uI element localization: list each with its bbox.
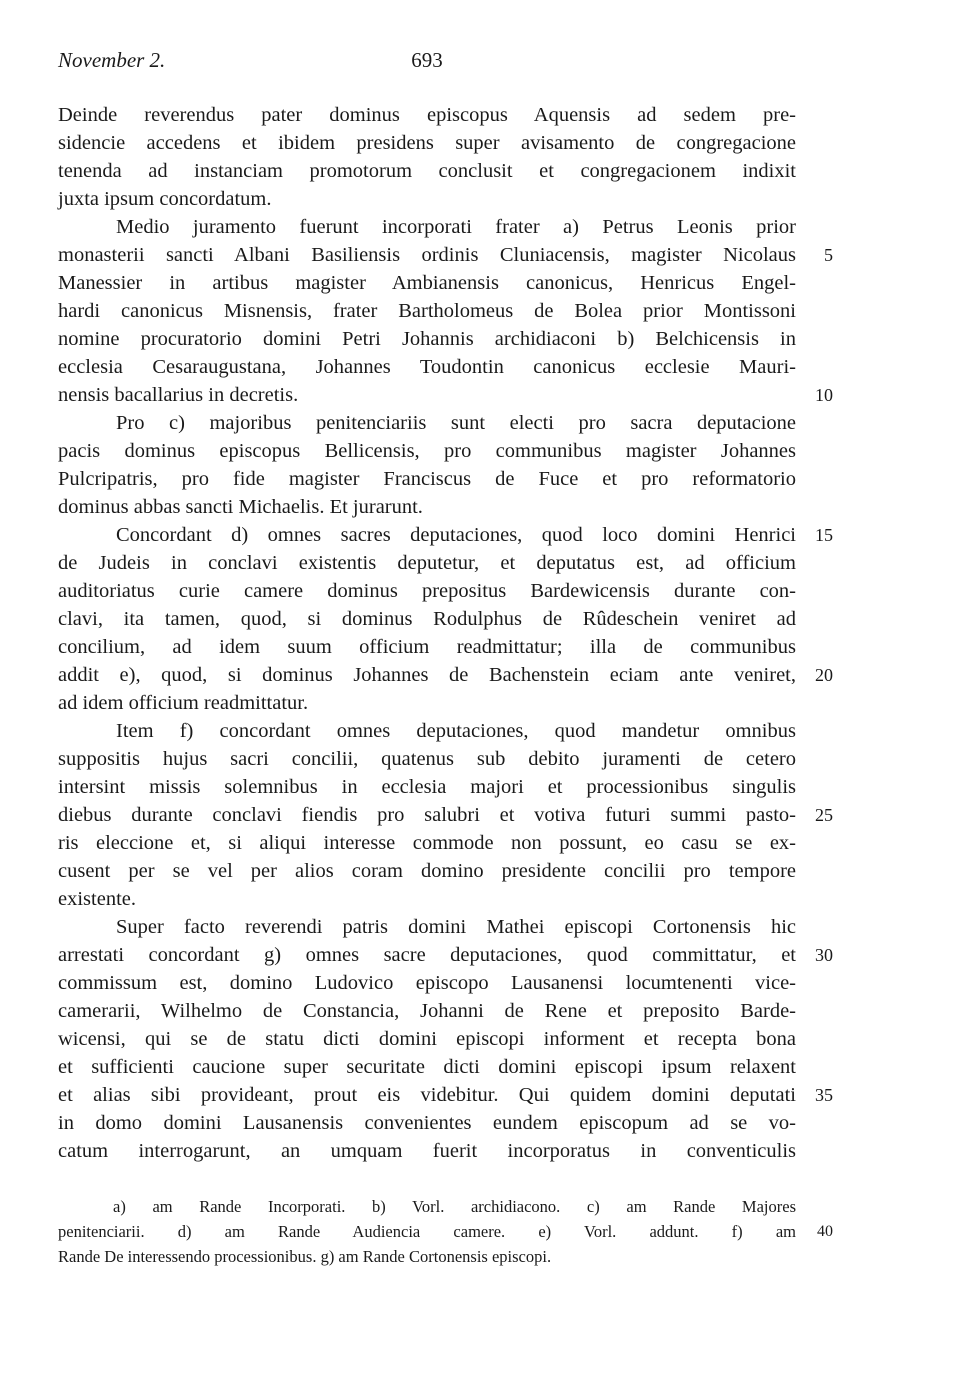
- text-line: Super facto reverendi patris domini Mathei episcopi Cortonensis hic: [116, 916, 796, 938]
- text-line: ad idem officium readmittatur.: [58, 692, 309, 714]
- header-date: November 2.: [58, 48, 166, 72]
- text-line: ris eleccione et, si aliqui interesse commode non possunt, eo casu se ex-: [58, 832, 796, 854]
- text-line: Concordant d) omnes sacres deputaciones, quod loco domini Henrici: [116, 524, 796, 546]
- text-line: catum interrogarunt, an umquam fuerit incorporatus in conventiculis: [58, 1140, 796, 1162]
- text-line: nensis bacallarius in decretis.: [58, 384, 299, 406]
- text-line: commissum est, domino Ludovico episcopo Lausanensi locumtenenti vice-: [58, 972, 796, 994]
- text-line: clavi, ita tamen, quod, si dominus Rodulphus de Rûdeschein veniret ad: [58, 608, 796, 630]
- line-number: 30: [815, 945, 833, 965]
- footnote-line-number: 40: [817, 1223, 833, 1240]
- text-line: in domo domini Lausanensis convenientes eundem episcopum ad se vo-: [58, 1112, 796, 1134]
- text-line: de Judeis in conclavi existentis deputetur, et deputatus est, ad officium: [58, 552, 796, 574]
- text-line: existente.: [58, 888, 136, 910]
- text-line: sidencie accedens et ibidem presidens super avisamento de congregacione: [58, 132, 796, 154]
- text-line: suppositis hujus sacri concilii, quatenus sub debito juramenti de cetero: [58, 748, 796, 770]
- text-line: dominus abbas sancti Michaelis. Et jurarunt.: [58, 496, 423, 518]
- text-line: arrestati concordant g) omnes sacre deputaciones, quod committatur, et: [58, 944, 796, 966]
- line-number: 10: [815, 385, 833, 405]
- text-line: Pro c) majoribus penitenciariis sunt electi pro sacra deputacione: [116, 412, 796, 434]
- page-header: [58, 48, 796, 78]
- line-number: 5: [824, 245, 833, 265]
- text-line: Item f) concordant omnes deputaciones, quod mandetur omnibus: [116, 720, 796, 742]
- text-line: et alias sibi provideant, prout eis videbitur. Qui quidem domini deputati: [58, 1084, 796, 1106]
- text-line: monasterii sancti Albani Basiliensis ordinis Cluniacensis, magister Nicolaus: [58, 244, 796, 266]
- text-line: tenenda ad instanciam promotorum conclusit et congregacionem indixit: [58, 160, 796, 182]
- line-number: 25: [815, 805, 833, 825]
- text-line: hardi canonicus Misnensis, frater Bartholomeus de Bolea prior Montissoni: [58, 300, 796, 322]
- text-line: addit e), quod, si dominus Johannes de Bachenstein eciam ante veniret,: [58, 664, 796, 686]
- text-line: camerarii, Wilhelmo de Constancia, Johanni de Rene et preposito Barde-: [58, 1000, 796, 1022]
- text-line: Deinde reverendus pater dominus episcopus Aquensis ad sedem pre-: [58, 104, 796, 126]
- text-line: Medio juramento fuerunt incorporati frater a) Petrus Leonis prior: [116, 216, 796, 238]
- line-number: 35: [815, 1085, 833, 1105]
- line-number: 20: [815, 665, 833, 685]
- line-number: 15: [815, 525, 833, 545]
- text-line: concilium, ad idem suum officium readmittatur; illa de communibus: [58, 636, 796, 658]
- text-line: et sufficienti caucione super securitate dicti domini episcopi ipsum relaxent: [58, 1056, 796, 1078]
- text-line: juxta ipsum concordatum.: [58, 188, 272, 210]
- text-line: Manessier in artibus magister Ambianensis canonicus, Henricus Engel-: [58, 272, 796, 294]
- footnote-line: a) am Rande Incorporati. b) Vorl. archidiacono. c) am Rande Majores: [113, 1197, 796, 1216]
- page-number: 693: [411, 48, 443, 72]
- text-line: cusent per se vel per alios coram domino presidente concilii pro tempore: [58, 860, 796, 882]
- text-line: auditoriatus curie camere dominus prepositus Bardewicensis durante con-: [58, 580, 796, 602]
- text-line: pacis dominus episcopus Bellicensis, pro communibus magister Johannes: [58, 440, 796, 462]
- text-line: intersint missis solemnibus in ecclesia majori et processionibus singulis: [58, 776, 796, 798]
- footnote-line: penitenciarii. d) am Rande Audiencia camere. e) Vorl. addunt. f) am: [58, 1222, 796, 1241]
- text-line: wicensi, qui se de statu dicti domini episcopi informent et recepta bona: [58, 1028, 796, 1050]
- text-line: Pulcripatris, pro fide magister Franciscus de Fuce et pro reformatorio: [58, 468, 796, 490]
- text-line: ecclesia Cesaraugustana, Johannes Toudontin canonicus ecclesie Mauri-: [58, 356, 796, 378]
- footnote-line: Rande De interessendo processionibus. g) am Rande Cortonensis episcopi.: [58, 1247, 552, 1266]
- text-line: nomine procuratorio domini Petri Johannis archidiaconi b) Belchicensis in: [58, 328, 796, 350]
- text-line: diebus durante conclavi fiendis pro salubri et votiva futuri summi pasto-: [58, 804, 796, 826]
